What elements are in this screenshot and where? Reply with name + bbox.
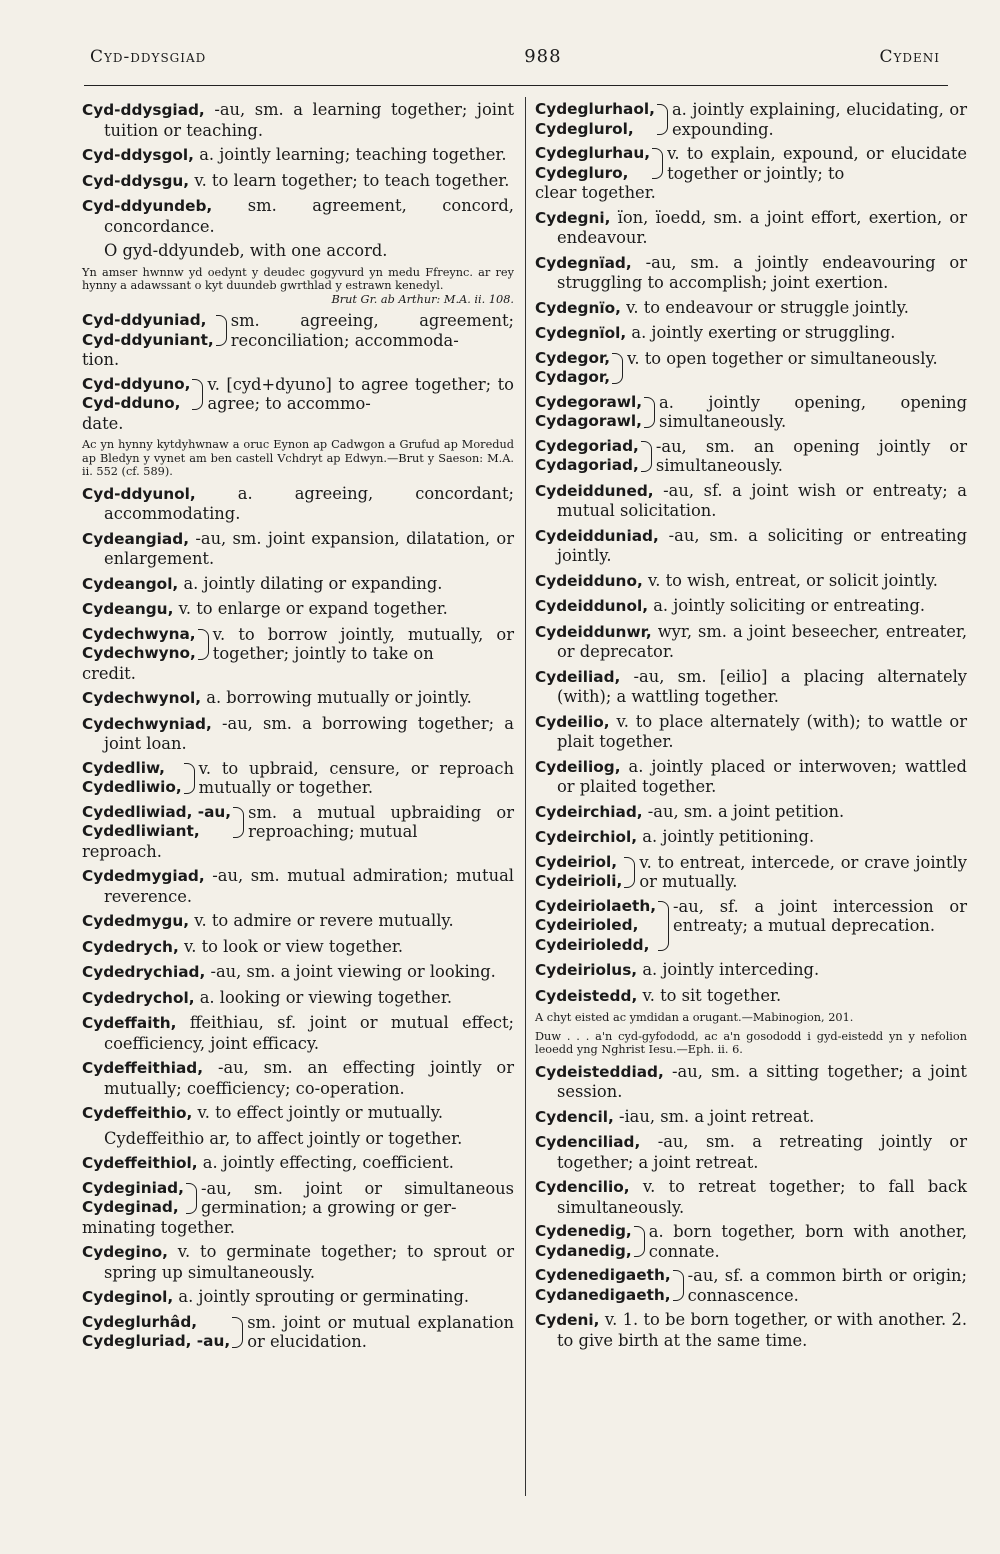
grouped-entry xyxy=(82,1313,514,1352)
brace-mark xyxy=(612,353,623,384)
left-column xyxy=(82,100,514,1357)
headword: Cydeiliad, xyxy=(535,667,621,686)
dictionary-entry xyxy=(535,960,967,981)
grouped-entry-row xyxy=(535,853,967,892)
headword: Cydeangu, xyxy=(82,600,174,618)
header-left-guide-word: Cyd-ddysgiad xyxy=(90,47,207,67)
citation-quote xyxy=(535,1011,967,1025)
headword: Cydencilio, xyxy=(535,1178,630,1196)
definition: a. jointly soliciting or entreating. xyxy=(653,596,926,615)
brace-mark xyxy=(232,1317,243,1348)
headword-group xyxy=(82,311,214,350)
headword: Cyd-ddysgol, xyxy=(82,146,194,164)
headword: Cydeirchiol, xyxy=(535,828,638,846)
dictionary-entry xyxy=(82,484,514,524)
headword: Cydencil, xyxy=(535,1107,614,1126)
running-head xyxy=(90,46,940,76)
brace-mark xyxy=(233,807,244,838)
definition: v. to sit together. xyxy=(642,985,782,1005)
definition: -iau, sm. a joint retreat. xyxy=(618,1106,815,1126)
headword: Cydeglurol, xyxy=(535,119,634,138)
headword: Cydeidduno, xyxy=(535,571,643,590)
dictionary-entry xyxy=(82,866,514,906)
definition: v. to wish, entreat, or solicit jointly. xyxy=(647,570,938,590)
headword: Cydedliw, xyxy=(82,758,165,777)
headword: Cydeangiad, xyxy=(82,529,190,548)
dictionary-entry xyxy=(535,481,967,521)
brace-mark xyxy=(658,901,669,952)
dictionary-entry xyxy=(535,1177,967,1217)
right-column xyxy=(535,100,967,1355)
headword: Cydegor, xyxy=(535,348,611,367)
grouped-entry-row xyxy=(535,437,967,476)
definition: sm. agreeing, agreement; reconciliation; accommoda- xyxy=(230,311,514,350)
definition: -au, sm. a joint petition. xyxy=(647,801,845,821)
definition-continuation: clear together. xyxy=(535,183,656,202)
headword: Cyd-ddyundeb, xyxy=(82,197,213,215)
dictionary-entry xyxy=(82,196,514,236)
definition: v. to retreat together; to fall back simultaneously. xyxy=(557,1177,967,1217)
definition: v. to learn together; to teach together. xyxy=(194,170,510,190)
grouped-entry-row xyxy=(82,803,514,842)
header-rule xyxy=(84,85,948,86)
grouped-entry xyxy=(82,625,514,684)
headword-group xyxy=(535,100,655,139)
headword: Cyd-ddysgiad, xyxy=(82,101,205,119)
definition-continuation: minating together. xyxy=(82,1217,235,1237)
headword: Cydeangol, xyxy=(82,574,179,593)
definition: -au, sf. a common birth or origin; connascence. xyxy=(687,1266,967,1305)
headword: Cydeilio, xyxy=(535,712,610,731)
headword: Cydegni, xyxy=(535,208,611,227)
grouped-entry-row xyxy=(535,349,967,388)
headword: Cydedliwiad, -au, xyxy=(82,802,232,821)
headword: Cydeffeithiol, xyxy=(82,1154,198,1172)
definition: a. jointly dilating or expanding. xyxy=(183,573,443,593)
dictionary-entry xyxy=(535,827,967,848)
grouped-entry xyxy=(535,1266,967,1305)
dictionary-entry xyxy=(82,911,514,932)
headword: Cydeisteddiad, xyxy=(535,1062,664,1081)
headword: Cydechwyniad, xyxy=(82,714,212,733)
usage-phrase: O gyd-ddyundeb, with one accord. xyxy=(104,241,388,260)
grouped-entry-row xyxy=(535,1266,967,1305)
grouped-entry xyxy=(535,100,967,139)
grouped-entry xyxy=(82,759,514,798)
usage-phrase: Cydeffeithio ar, to affect jointly or together. xyxy=(104,1128,463,1148)
headword-group xyxy=(82,1179,184,1218)
headword: Cydagoriad, xyxy=(535,456,639,474)
grouped-entry-row xyxy=(82,1179,514,1218)
grouped-entry xyxy=(535,144,967,203)
headword: Cydedmygu, xyxy=(82,912,190,930)
dictionary-entry xyxy=(535,571,967,592)
dictionary-entry xyxy=(82,1153,514,1174)
grouped-entry-row xyxy=(82,1313,514,1352)
headword: Cydeirioli, xyxy=(535,872,623,890)
definition: v. to open together or simultaneously. xyxy=(627,348,938,368)
definition: a. borrowing mutually or jointly. xyxy=(206,688,472,707)
dictionary-entry xyxy=(82,937,514,958)
dictionary-entry xyxy=(82,1103,514,1124)
definition: v. to place alternately (with); to wattle or plait together. xyxy=(557,711,967,751)
headword-group xyxy=(82,803,231,842)
headword: Cydenciliad, xyxy=(535,1133,641,1151)
dictionary-entry xyxy=(535,1107,967,1128)
brace-mark xyxy=(641,441,652,472)
grouped-entry xyxy=(535,437,967,476)
headword: Cydeffaith, xyxy=(82,1014,177,1032)
headword: Cydenedig, xyxy=(535,1222,632,1240)
headword: Cydedrych, xyxy=(82,937,179,956)
headword: Cyd-ddyuno, xyxy=(82,374,191,393)
definition: -au, sm. a jointly endeavouring or struggling to accomplish; joint exertion. xyxy=(557,252,967,292)
definition: a. jointly opening, opening simultaneously. xyxy=(659,392,967,431)
brace-mark xyxy=(652,148,663,179)
definition: v. 1. to be born together, or with another. 2. to give birth at the same time. xyxy=(557,1310,967,1350)
headword: Cydeistedd, xyxy=(535,986,638,1005)
dictionary-entry xyxy=(535,298,967,319)
dictionary-entry xyxy=(82,1058,514,1098)
headword: Cydeirchiad, xyxy=(535,802,643,821)
definition: v. to enlarge or expand together. xyxy=(178,599,448,618)
definition: v. to borrow jointly, mutually, or together; jointly to take on xyxy=(212,624,514,663)
headword: Cydeidduned, xyxy=(535,481,654,500)
definition: -au, sm. a soliciting or entreating jointly. xyxy=(557,525,967,565)
grouped-entry xyxy=(82,803,514,862)
dictionary-entry xyxy=(535,712,967,752)
grouped-entry-row xyxy=(82,625,514,664)
headword-group xyxy=(82,1313,230,1352)
grouped-entry-row xyxy=(82,375,514,414)
headword-group xyxy=(535,393,642,432)
headword: Cydegnïol, xyxy=(535,324,627,342)
definition: -au, sm. a joint viewing or looking. xyxy=(210,962,496,981)
column-divider xyxy=(525,97,526,1496)
headword: Cydedliwio, xyxy=(82,778,182,796)
grouped-entry xyxy=(535,393,967,432)
dictionary-entry xyxy=(535,208,967,248)
grouped-entry-row xyxy=(82,759,514,798)
headword: Cydagor, xyxy=(535,368,611,386)
headword: Cydeglurhaol, xyxy=(535,100,655,118)
definition: v. [cyd+dyuno] to agree together; to agree; to accommo- xyxy=(207,374,514,413)
headword: Cydegnïad, xyxy=(535,253,632,272)
headword: Cydeirioled, xyxy=(535,916,639,934)
definition: ïon, ïoedd, sm. a joint effort, exertion, or endeavour. xyxy=(557,207,967,247)
dictionary-entry xyxy=(82,962,514,983)
dictionary-entry xyxy=(82,1242,514,1282)
definition: a. born together, born with another, connate. xyxy=(648,1222,967,1261)
dictionary-entry xyxy=(535,757,967,797)
headword: Cyd-ddyunol, xyxy=(82,484,196,503)
citation-source: Brut Gr. ab Arthur: M.A. ii. 108. xyxy=(331,292,514,306)
definition-continuation: credit. xyxy=(82,663,136,683)
definition: v. to explain, expound, or elucidate together or jointly; to xyxy=(667,144,967,183)
dictionary-entry xyxy=(535,622,967,662)
headword: Cydeffeithiad, xyxy=(82,1059,204,1077)
headword: Cydegorawl, xyxy=(535,392,643,411)
definition: ffeithiau, sf. joint or mutual effect; coefficiency, joint efficacy. xyxy=(104,1013,514,1053)
headword: Cydegnïo, xyxy=(535,298,621,317)
headword: Cydeiddunol, xyxy=(535,597,649,615)
definition: sm. agreement, concord, concordance. xyxy=(104,196,514,236)
definition: -au, sf. a joint wish or entreaty; a mutual solicitation. xyxy=(557,480,967,520)
definition: -au, sf. a joint intercession or entreaty; a mutual deprecation. xyxy=(673,896,967,935)
citation-text: Duw . . . a'n cyd-gyfododd, ac a'n gosododd i gyd-eistedd yn y nefolion leoedd yng Nghrist Iesu.—Eph. ii. 6. xyxy=(535,1029,967,1056)
citation-text: Ac yn hynny kytdyhwnaw a oruc Eynon ap Cadwgon a Grufud ap Moredud ap Bledyn y vynet am ben castell Vchdryt ap Edwyn.—Brut y Saeson: M.A. ii. 552 (cf. 589). xyxy=(82,438,514,478)
definition: v. to entreat, intercede, or crave jointly or mutually. xyxy=(639,852,967,891)
headword-group xyxy=(535,349,610,388)
headword: Cyd-ddyuniad, xyxy=(82,311,207,329)
grouped-entry xyxy=(82,1179,514,1238)
headword: Cyd-ddyuniant, xyxy=(82,330,214,349)
definition: -au, sm. a sitting together; a joint session. xyxy=(557,1061,967,1101)
headword: Cydeni, xyxy=(535,1311,600,1329)
dictionary-entry xyxy=(535,1310,967,1350)
brace-mark xyxy=(624,857,635,888)
grouped-entry-row xyxy=(535,393,967,432)
brace-mark xyxy=(673,1270,684,1301)
dictionary-entry xyxy=(82,529,514,569)
headword-group xyxy=(535,1266,671,1305)
dictionary-entry xyxy=(82,688,514,709)
grouped-entry xyxy=(535,1222,967,1261)
headword: Cydedliwiant, xyxy=(82,822,200,840)
definition: -au, sm. joint expansion, dilatation, or enlargement. xyxy=(104,528,514,568)
citation-quote xyxy=(82,266,514,307)
dictionary-entry xyxy=(82,574,514,595)
definition: a. jointly exerting or struggling. xyxy=(631,323,896,342)
definition: -au, sm. an opening jointly or simultaneously. xyxy=(655,436,967,475)
brace-mark xyxy=(634,1226,645,1257)
headword: Cydeglurhau, xyxy=(535,144,651,162)
definition: v. to look or view together. xyxy=(183,936,404,956)
headword: Cydeffeithio, xyxy=(82,1104,193,1122)
definition: a. jointly placed or interwoven; wattled or plaited together. xyxy=(557,756,967,796)
headword: Cydechwyna, xyxy=(82,624,196,643)
headword: Cydedrychol, xyxy=(82,988,195,1007)
headword: Cydechwynol, xyxy=(82,689,202,707)
headword: Cyd-dduno, xyxy=(82,394,181,412)
brace-mark xyxy=(198,629,209,660)
dictionary-entry xyxy=(535,526,967,566)
citation-text: Yn amser hwnnw yd oedynt y deudec gogyvurd yn medu Ffreync. ar rey hynny a adawssant o kyt duundeb gwrthlad y estrawn kenedyl. xyxy=(82,265,514,292)
headword-group xyxy=(82,375,190,414)
definition: v. to endeavour or struggle jointly. xyxy=(626,297,909,317)
definition: -au, sm. an effecting jointly or mutually; coefficiency; co-operation. xyxy=(104,1058,514,1098)
headword: Cydegoriad, xyxy=(535,436,639,455)
definition: a. jointly explaining, elucidating, or expounding. xyxy=(671,100,967,139)
definition: a. jointly interceding. xyxy=(642,960,820,979)
grouped-entry xyxy=(82,311,514,370)
dictionary-entry xyxy=(82,599,514,620)
headword: Cydeidduniad, xyxy=(535,526,659,545)
definition: a. jointly sprouting or germinating. xyxy=(178,1287,470,1306)
definition-continuation: date. xyxy=(82,413,124,433)
headword: Cydedrychiad, xyxy=(82,963,206,981)
headword: Cydeginiad, xyxy=(82,1178,184,1197)
dictionary-entry xyxy=(535,253,967,293)
definition: v. to admire or revere mutually. xyxy=(194,911,454,930)
grouped-entry-row xyxy=(535,897,967,956)
definition: a. agreeing, concordant; accommodating. xyxy=(104,483,514,523)
headword: Cydanedigaeth, xyxy=(535,1285,671,1304)
brace-mark xyxy=(184,763,195,794)
dictionary-entry xyxy=(82,714,514,754)
headword: Cydeiriolaeth, xyxy=(535,896,657,915)
grouped-entry-row xyxy=(535,1222,967,1261)
headword-group xyxy=(82,759,182,798)
grouped-entry xyxy=(82,375,514,434)
citation-quote xyxy=(535,1030,967,1057)
header-right-guide-word: Cydeni xyxy=(879,47,940,67)
definition: v. to germinate together; to sprout or spring up simultaneously. xyxy=(104,1242,514,1282)
grouped-entry xyxy=(535,897,967,956)
definition: -au, sm. a borrowing together; a joint loan. xyxy=(104,713,514,753)
dictionary-entry xyxy=(82,988,514,1009)
headword-group xyxy=(82,625,196,664)
headword-group xyxy=(535,853,622,892)
page-number: 988 xyxy=(524,46,562,67)
headword: Cydagorawl, xyxy=(535,412,642,430)
headword: Cydenedigaeth, xyxy=(535,1266,671,1284)
dictionary-entry xyxy=(82,1013,514,1053)
dictionary-entry xyxy=(82,171,514,192)
brace-mark xyxy=(216,315,227,346)
dictionary-entry xyxy=(535,1062,967,1102)
dictionary-entry xyxy=(535,596,967,617)
headword: Cydeglurhâd, xyxy=(82,1312,198,1331)
definition: a. jointly effecting, coefficient. xyxy=(202,1153,454,1172)
definition-continuation: tion. xyxy=(82,350,120,369)
headword: Cyd-ddysgu, xyxy=(82,171,190,190)
headword: Cydegluro, xyxy=(535,163,629,182)
brace-mark xyxy=(186,1183,197,1214)
definition: sm. a mutual upbraiding or reproaching; mutual xyxy=(248,802,514,841)
headword: Cydeirioledd, xyxy=(535,935,650,954)
definition: -au, sm. joint or simultaneous germination; a growing or ger- xyxy=(200,1178,514,1217)
dictionary-entry xyxy=(82,145,514,166)
brace-mark xyxy=(657,104,668,135)
headword: Cydeiliog, xyxy=(535,757,621,776)
grouped-entry-row xyxy=(82,311,514,350)
headword-group xyxy=(535,897,656,956)
definition-continuation: reproach. xyxy=(82,841,162,861)
definition: a. jointly learning; teaching together. xyxy=(199,145,507,164)
definition: a. looking or viewing together. xyxy=(199,987,452,1007)
headword: Cydeginad, xyxy=(82,1198,179,1216)
dictionary-entry xyxy=(535,802,967,823)
headword: Cydeiriolus, xyxy=(535,961,638,979)
definition: v. to effect jointly or mutually. xyxy=(197,1103,444,1122)
definition: -au, sm. [eilio] a placing alternately (with); a wattling together. xyxy=(557,666,967,706)
citation-text: A chyt eisted ac ymdidan a orugant.—Mabinogion, 201. xyxy=(535,1011,854,1024)
dictionary-entry xyxy=(535,986,967,1007)
definition: v. to upbraid, censure, or reproach mutually or together. xyxy=(198,758,514,797)
dictionary-entry xyxy=(535,1132,967,1172)
definition: -au, sm. a retreating jointly or together; a joint retreat. xyxy=(557,1132,967,1172)
headword: Cydegino, xyxy=(82,1243,168,1261)
grouped-entry xyxy=(535,853,967,892)
headword-group xyxy=(535,1222,632,1261)
headword: Cydedmygiad, xyxy=(82,867,205,885)
headword: Cydeiddunwr, xyxy=(535,622,652,641)
dictionary-entry xyxy=(535,667,967,707)
headword-group xyxy=(535,144,650,183)
brace-mark xyxy=(644,397,655,428)
definition: wyr, sm. a joint beseecher, entreater, or deprecator. xyxy=(557,621,967,661)
definition: -au, sm. mutual admiration; mutual reverence. xyxy=(104,866,514,906)
brace-mark xyxy=(192,379,203,410)
dictionary-entry xyxy=(535,323,967,344)
definition: a. jointly petitioning. xyxy=(642,827,815,846)
headword: Cydeiriol, xyxy=(535,852,618,871)
headword-group xyxy=(535,437,639,476)
headword: Cydeginol, xyxy=(82,1288,174,1306)
citation-quote xyxy=(82,438,514,479)
grouped-entry-row xyxy=(535,100,967,139)
definition: -au, sm. a learning together; joint tuition or teaching. xyxy=(104,100,514,140)
dictionary-entry xyxy=(82,100,514,140)
headword: Cydechwyno, xyxy=(82,644,196,662)
definition: sm. joint or mutual explanation or elucidation. xyxy=(247,1312,514,1351)
grouped-entry-row xyxy=(535,144,967,183)
dictionary-entry xyxy=(82,1287,514,1308)
headword: Cydanedig, xyxy=(535,1241,632,1260)
grouped-entry xyxy=(535,349,967,388)
headword: Cydegluriad, -au, xyxy=(82,1332,231,1350)
